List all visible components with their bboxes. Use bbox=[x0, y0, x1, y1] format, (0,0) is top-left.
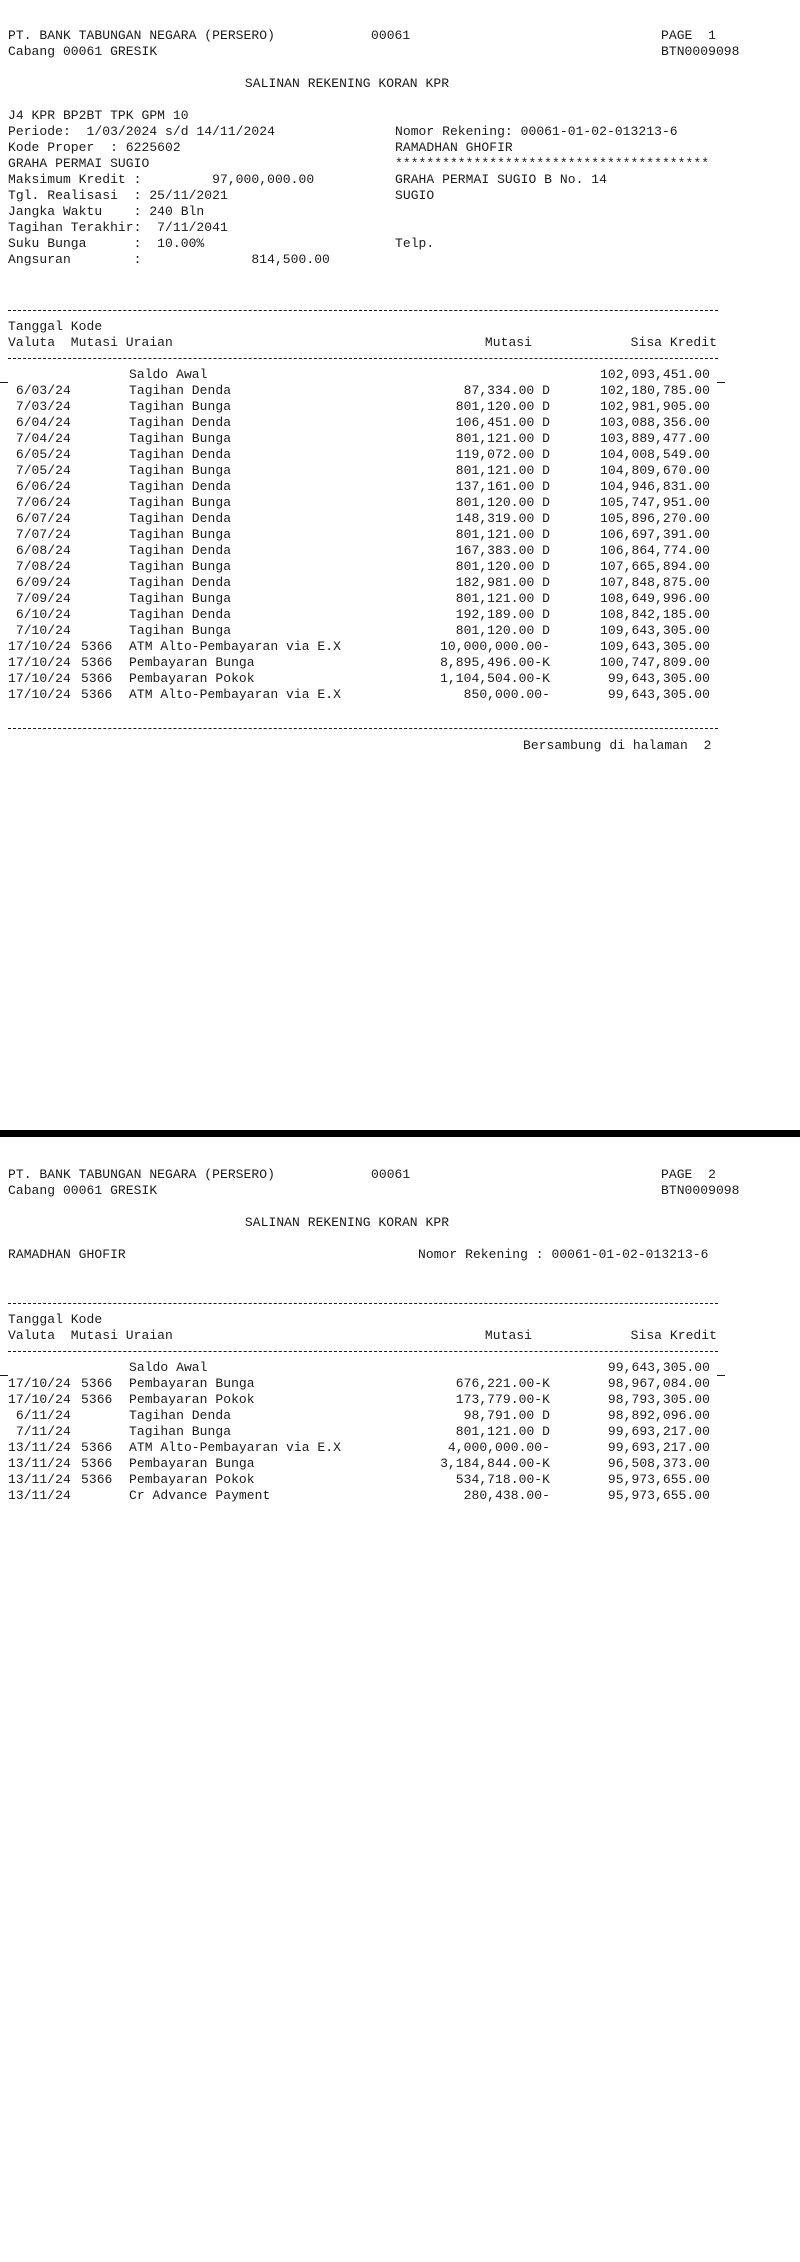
table-row bbox=[0, 447, 800, 463]
customer-name: RAMADHAN GHOFIR bbox=[8, 1247, 126, 1262]
column-header-line2: Valuta Mutasi Uraian bbox=[8, 335, 173, 350]
row-description: Pembayaran Pokok bbox=[129, 671, 255, 686]
row-code: 5366 bbox=[81, 1456, 113, 1471]
row-description: Tagihan Denda bbox=[129, 543, 232, 558]
row-sisa-kredit: 105,896,270.00 bbox=[600, 511, 710, 526]
row-date: 7/06/24 bbox=[8, 495, 71, 510]
row-description: Saldo Awal bbox=[129, 367, 208, 382]
row-mutasi: 137,161.00 D bbox=[455, 479, 550, 494]
table-row bbox=[0, 383, 800, 399]
row-sisa-kredit: 109,643,305.00 bbox=[600, 623, 710, 638]
row-date: 7/08/24 bbox=[8, 559, 71, 574]
row-date: 17/10/24 bbox=[8, 639, 71, 654]
info-line bbox=[395, 204, 709, 220]
customer-name: RAMADHAN GHOFIR bbox=[395, 140, 513, 155]
row-sisa-kredit: 107,848,875.00 bbox=[600, 575, 710, 590]
branch-name: Cabang 00061 GRESIK bbox=[8, 44, 158, 59]
branch-code: 00061 bbox=[371, 28, 411, 43]
row-marker bbox=[717, 1375, 725, 1376]
row-sisa-kredit: 106,864,774.00 bbox=[600, 543, 710, 558]
row-mutasi: 3,184,844.00-K bbox=[440, 1456, 550, 1471]
row-description: Tagihan Denda bbox=[129, 575, 232, 590]
row-date: 7/05/24 bbox=[8, 463, 71, 478]
column-header-sisa-kredit: Sisa Kredit bbox=[630, 1328, 717, 1343]
row-mutasi: 801,120.00 D bbox=[455, 623, 550, 638]
info-line: Maksimum Kredit : 97,000,000.00 bbox=[8, 172, 315, 187]
column-header-line1: Tanggal Kode bbox=[8, 319, 103, 334]
info-line: J4 KPR BP2BT TPK GPM 10 bbox=[8, 108, 189, 123]
row-description: ATM Alto-Pembayaran via E.X bbox=[129, 639, 341, 654]
row-sisa-kredit: 99,643,305.00 bbox=[607, 687, 710, 702]
row-description: ATM Alto-Pembayaran via E.X bbox=[129, 1440, 341, 1455]
row-description: Pembayaran Pokok bbox=[129, 1472, 255, 1487]
row-mutasi: 87,334.00 D bbox=[463, 383, 550, 398]
table-row bbox=[0, 1392, 800, 1408]
row-date: 7/11/24 bbox=[8, 1424, 71, 1439]
row-date: 17/10/24 bbox=[8, 1392, 71, 1407]
table-row bbox=[0, 463, 800, 479]
row-sisa-kredit: 104,809,670.00 bbox=[600, 463, 710, 478]
row-sisa-kredit: 105,747,951.00 bbox=[600, 495, 710, 510]
page-number: PAGE 2 bbox=[661, 1167, 716, 1182]
row-sisa-kredit: 103,088,356.00 bbox=[600, 415, 710, 430]
column-header-line1: Tanggal Kode bbox=[8, 1312, 103, 1327]
divider-line bbox=[8, 728, 718, 729]
row-sisa-kredit: 107,665,894.00 bbox=[600, 559, 710, 574]
row-date: 13/11/24 bbox=[8, 1456, 71, 1471]
row-date: 6/08/24 bbox=[8, 543, 71, 558]
row-description: Tagihan Denda bbox=[129, 511, 232, 526]
table-row bbox=[0, 591, 800, 607]
row-sisa-kredit: 100,747,809.00 bbox=[600, 655, 710, 670]
row-mutasi: 801,121.00 D bbox=[455, 463, 550, 478]
row-sisa-kredit: 99,643,305.00 bbox=[607, 671, 710, 686]
row-sisa-kredit: 103,889,477.00 bbox=[600, 431, 710, 446]
info-line: Periode: 1/03/2024 s/d 14/11/2024 bbox=[8, 124, 275, 139]
table-row bbox=[0, 367, 800, 383]
row-date: 6/10/24 bbox=[8, 607, 71, 622]
row-sisa-kredit: 102,981,905.00 bbox=[600, 399, 710, 414]
row-description: Pembayaran Pokok bbox=[129, 1392, 255, 1407]
row-sisa-kredit: 99,693,217.00 bbox=[607, 1440, 710, 1455]
row-description: Tagihan Bunga bbox=[129, 591, 232, 606]
document-title: SALINAN REKENING KORAN KPR bbox=[244, 1215, 450, 1230]
column-header-mutasi: Mutasi bbox=[484, 335, 532, 350]
branch-name: Cabang 00061 GRESIK bbox=[8, 1183, 158, 1198]
row-description: Tagihan Bunga bbox=[129, 623, 232, 638]
row-date: 17/10/24 bbox=[8, 671, 71, 686]
table-row bbox=[0, 527, 800, 543]
row-sisa-kredit: 108,842,185.00 bbox=[600, 607, 710, 622]
row-sisa-kredit: 108,649,996.00 bbox=[600, 591, 710, 606]
row-date: 7/04/24 bbox=[8, 431, 71, 446]
row-code: 5366 bbox=[81, 1376, 113, 1391]
row-mutasi: 534,718.00-K bbox=[455, 1472, 550, 1487]
table-row bbox=[0, 559, 800, 575]
column-header-sisa-kredit: Sisa Kredit bbox=[630, 335, 717, 350]
row-sisa-kredit: 106,697,391.00 bbox=[600, 527, 710, 542]
table-row bbox=[0, 1408, 800, 1424]
row-marker bbox=[0, 382, 8, 383]
row-sisa-kredit: 102,180,785.00 bbox=[600, 383, 710, 398]
row-date: 7/09/24 bbox=[8, 591, 71, 606]
table-row bbox=[0, 1456, 800, 1472]
row-mutasi: 119,072.00 D bbox=[455, 447, 550, 462]
divider-line bbox=[8, 1303, 718, 1304]
table-row bbox=[0, 671, 800, 687]
row-date: 13/11/24 bbox=[8, 1472, 71, 1487]
row-description: Tagihan Bunga bbox=[129, 527, 232, 542]
row-code: 5366 bbox=[81, 655, 113, 670]
table-row bbox=[0, 1424, 800, 1440]
table-row bbox=[0, 495, 800, 511]
info-line bbox=[395, 220, 709, 236]
row-mutasi: 280,438.00- bbox=[463, 1488, 550, 1503]
row-sisa-kredit: 99,643,305.00 bbox=[607, 1360, 710, 1375]
account-number: Nomor Rekening: 00061-01-02-013213-6 bbox=[395, 124, 678, 139]
customer-city: SUGIO bbox=[395, 188, 435, 203]
row-mutasi: 8,895,496.00-K bbox=[440, 655, 550, 670]
table-row bbox=[0, 1360, 800, 1376]
row-description: Tagihan Denda bbox=[129, 1408, 232, 1423]
reference-code: BTN0009098 bbox=[661, 1183, 740, 1198]
column-header-mutasi: Mutasi bbox=[484, 1328, 532, 1343]
row-sisa-kredit: 95,973,655.00 bbox=[607, 1472, 710, 1487]
row-mutasi: 676,221.00-K bbox=[455, 1376, 550, 1391]
table-row bbox=[0, 687, 800, 703]
row-description: Tagihan Bunga bbox=[129, 559, 232, 574]
row-mutasi: 801,121.00 D bbox=[455, 431, 550, 446]
row-sisa-kredit: 96,508,373.00 bbox=[607, 1456, 710, 1471]
info-line: Tagihan Terakhir: 7/11/2041 bbox=[8, 220, 228, 235]
info-line: GRAHA PERMAI SUGIO bbox=[8, 156, 150, 171]
table-row bbox=[0, 431, 800, 447]
info-line: Angsuran : 814,500.00 bbox=[8, 252, 330, 267]
row-description: Tagihan Bunga bbox=[129, 463, 232, 478]
table-row bbox=[0, 1472, 800, 1488]
bank-name: PT. BANK TABUNGAN NEGARA (PERSERO) bbox=[8, 1167, 275, 1182]
row-mutasi: 801,121.00 D bbox=[455, 1424, 550, 1439]
row-description: Pembayaran Bunga bbox=[129, 1376, 255, 1391]
row-description: Tagihan Denda bbox=[129, 447, 232, 462]
row-code: 5366 bbox=[81, 687, 113, 702]
row-sisa-kredit: 104,008,549.00 bbox=[600, 447, 710, 462]
table-row bbox=[0, 543, 800, 559]
row-sisa-kredit: 104,946,831.00 bbox=[600, 479, 710, 494]
row-date: 6/09/24 bbox=[8, 575, 71, 590]
row-marker bbox=[0, 1375, 8, 1376]
column-header-line2: Valuta Mutasi Uraian bbox=[8, 1328, 173, 1343]
row-date: 6/07/24 bbox=[8, 511, 71, 526]
separator-stars: **************************************** bbox=[395, 156, 710, 171]
row-description: Cr Advance Payment bbox=[129, 1488, 271, 1503]
row-mutasi: 801,121.00 D bbox=[455, 591, 550, 606]
row-code: 5366 bbox=[81, 1440, 113, 1455]
row-mutasi: 801,121.00 D bbox=[455, 527, 550, 542]
table-row bbox=[0, 399, 800, 415]
row-sisa-kredit: 99,693,217.00 bbox=[607, 1424, 710, 1439]
row-description: Pembayaran Bunga bbox=[129, 655, 255, 670]
customer-address: GRAHA PERMAI SUGIO B No. 14 bbox=[395, 172, 607, 187]
row-sisa-kredit: 109,643,305.00 bbox=[600, 639, 710, 654]
row-date: 6/06/24 bbox=[8, 479, 71, 494]
bank-name: PT. BANK TABUNGAN NEGARA (PERSERO) bbox=[8, 28, 275, 43]
row-date: 6/11/24 bbox=[8, 1408, 71, 1423]
page-number: PAGE 1 bbox=[661, 28, 716, 43]
table-row bbox=[0, 639, 800, 655]
row-mutasi: 801,120.00 D bbox=[455, 495, 550, 510]
row-code: 5366 bbox=[81, 639, 113, 654]
row-date: 13/11/24 bbox=[8, 1440, 71, 1455]
row-description: ATM Alto-Pembayaran via E.X bbox=[129, 687, 341, 702]
row-date: 7/10/24 bbox=[8, 623, 71, 638]
info-line bbox=[395, 108, 709, 124]
row-mutasi: 10,000,000.00- bbox=[440, 639, 550, 654]
row-description: Pembayaran Bunga bbox=[129, 1456, 255, 1471]
table-row bbox=[0, 623, 800, 639]
row-date: 6/03/24 bbox=[8, 383, 71, 398]
info-line: Jangka Waktu : 240 Bln bbox=[8, 204, 205, 219]
info-line: Kode Proper : 6225602 bbox=[8, 140, 181, 155]
row-sisa-kredit: 95,973,655.00 bbox=[607, 1488, 710, 1503]
row-date: 13/11/24 bbox=[8, 1488, 71, 1503]
row-date: 6/05/24 bbox=[8, 447, 71, 462]
row-description: Tagihan Denda bbox=[129, 607, 232, 622]
row-mutasi: 4,000,000.00- bbox=[447, 1440, 550, 1455]
row-mutasi: 167,383.00 D bbox=[455, 543, 550, 558]
row-mutasi: 1,104,504.00-K bbox=[440, 671, 550, 686]
account-number: Nomor Rekening : 00061-01-02-013213-6 bbox=[418, 1247, 709, 1262]
statement-page-2 bbox=[0, 1137, 800, 2262]
statement-page-1 bbox=[0, 0, 800, 1125]
row-description: Tagihan Bunga bbox=[129, 399, 232, 414]
row-date: 7/03/24 bbox=[8, 399, 71, 414]
row-sisa-kredit: 98,793,305.00 bbox=[607, 1392, 710, 1407]
continuation-note: Bersambung di halaman 2 bbox=[523, 738, 712, 753]
row-date: 6/04/24 bbox=[8, 415, 71, 430]
row-mutasi: 801,120.00 D bbox=[455, 559, 550, 574]
document-title: SALINAN REKENING KORAN KPR bbox=[244, 76, 450, 91]
info-line: Suku Bunga : 10.00% bbox=[8, 236, 205, 251]
table-row bbox=[0, 1488, 800, 1504]
row-mutasi: 192,189.00 D bbox=[455, 607, 550, 622]
row-sisa-kredit: 98,892,096.00 bbox=[607, 1408, 710, 1423]
row-mutasi: 850,000.00- bbox=[463, 687, 550, 702]
row-description: Tagihan Denda bbox=[129, 415, 232, 430]
row-description: Tagihan Denda bbox=[129, 479, 232, 494]
divider-line bbox=[8, 1351, 718, 1352]
table-row bbox=[0, 607, 800, 623]
table-row bbox=[0, 479, 800, 495]
row-date: 17/10/24 bbox=[8, 655, 71, 670]
row-mutasi: 106,451.00 D bbox=[455, 415, 550, 430]
table-row bbox=[0, 655, 800, 671]
row-code: 5366 bbox=[81, 1392, 113, 1407]
customer-info-right bbox=[395, 108, 709, 252]
row-mutasi: 182,981.00 D bbox=[455, 575, 550, 590]
reference-code: BTN0009098 bbox=[661, 44, 740, 59]
row-sisa-kredit: 102,093,451.00 bbox=[600, 367, 710, 382]
table-row bbox=[0, 575, 800, 591]
row-date: 17/10/24 bbox=[8, 687, 71, 702]
row-description: Tagihan Bunga bbox=[129, 1424, 232, 1439]
row-code: 5366 bbox=[81, 671, 113, 686]
info-line: Tgl. Realisasi : 25/11/2021 bbox=[8, 188, 228, 203]
row-description: Tagihan Denda bbox=[129, 383, 232, 398]
row-date: 17/10/24 bbox=[8, 1376, 71, 1391]
loan-info-left bbox=[8, 108, 330, 268]
table-row bbox=[0, 511, 800, 527]
customer-phone: Telp. bbox=[395, 236, 435, 251]
table-row bbox=[0, 415, 800, 431]
table-row bbox=[0, 1376, 800, 1392]
row-description: Saldo Awal bbox=[129, 1360, 208, 1375]
divider-line bbox=[8, 358, 718, 359]
branch-code: 00061 bbox=[371, 1167, 411, 1182]
row-mutasi: 173,779.00-K bbox=[455, 1392, 550, 1407]
row-sisa-kredit: 98,967,084.00 bbox=[607, 1376, 710, 1391]
row-mutasi: 801,120.00 D bbox=[455, 399, 550, 414]
table-row bbox=[0, 1440, 800, 1456]
row-code: 5366 bbox=[81, 1472, 113, 1487]
row-description: Tagihan Bunga bbox=[129, 495, 232, 510]
row-date: 7/07/24 bbox=[8, 527, 71, 542]
row-marker bbox=[717, 382, 725, 383]
divider-line bbox=[8, 310, 718, 311]
row-description: Tagihan Bunga bbox=[129, 431, 232, 446]
row-mutasi: 148,319.00 D bbox=[455, 511, 550, 526]
row-mutasi: 98,791.00 D bbox=[463, 1408, 550, 1423]
